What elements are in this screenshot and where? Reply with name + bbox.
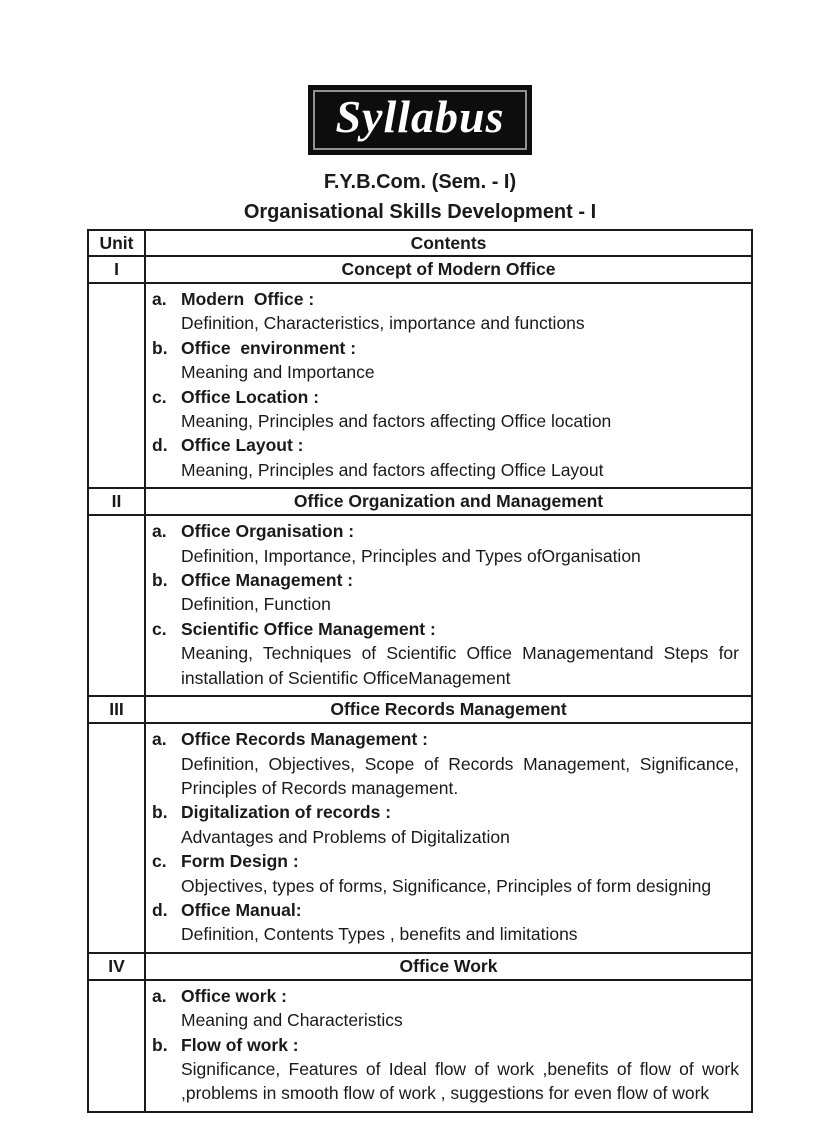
unit-title: Concept of Modern Office (145, 256, 752, 283)
topic-description: Meaning and Characteristics (181, 1010, 403, 1031)
topic-description: Advantages and Problems of Digitalization (181, 826, 510, 847)
topic-marker: c. (152, 851, 167, 872)
topic-marker: c. (152, 386, 167, 407)
unit-content-row (88, 723, 752, 953)
topic-description: Meaning and Importance (181, 362, 375, 383)
topic-heading: Office work : (181, 985, 287, 1006)
syllabus-topic-item (152, 336, 739, 385)
unit-number-empty-cell (88, 515, 145, 696)
unit-content-row (88, 980, 752, 1112)
unit-contents-cell (145, 980, 752, 1112)
subject-title: Organisational Skills Development - I (243, 201, 597, 223)
unit-title: Office Work (145, 953, 752, 980)
unit-title-row (88, 488, 752, 515)
table-header-row (88, 230, 752, 256)
topic-description: Meaning, Principles and factors affecting Office location (181, 411, 612, 432)
topic-heading: Digitalization of records : (181, 802, 392, 823)
topic-heading: Office Location : (181, 386, 320, 407)
unit-number: IV (88, 953, 145, 980)
topic-marker: d. (152, 435, 168, 456)
syllabus-topic-item (152, 898, 739, 947)
syllabus-logo-inner-frame (313, 90, 526, 150)
syllabus-topic-item (152, 984, 739, 1033)
topic-description: Definition, Characteristics, importance and functions (181, 313, 585, 334)
topic-marker: a. (152, 289, 167, 309)
unit-contents-cell (145, 515, 752, 696)
topic-marker: b. (152, 802, 168, 823)
topic-marker: d. (152, 899, 168, 920)
unit-contents-cell (145, 283, 752, 488)
syllabus-topic-item (152, 433, 739, 482)
topic-description: Definition, Function (181, 594, 331, 615)
topic-marker: c. (152, 618, 167, 639)
topic-description: Definition, Contents Types , benefits and limitations (181, 924, 578, 945)
contents-column-header: Contents (145, 230, 752, 256)
topic-marker: a. (152, 729, 167, 750)
topic-heading: Scientific Office Management : (181, 618, 436, 639)
unit-title: Office Organization and Management (145, 488, 752, 515)
unit-title-row (88, 696, 752, 723)
unit-number: I (88, 256, 145, 283)
topic-heading: Office Records Management : (181, 729, 428, 750)
unit-number-empty-cell (88, 723, 145, 953)
syllabus-topic-item (152, 287, 739, 336)
unit-number: III (88, 696, 145, 723)
topic-heading: Office Organisation : (181, 521, 355, 542)
topic-description: Objectives, types of forms, Significance, Principles of form designing (181, 875, 712, 896)
table-body (88, 256, 752, 1112)
topic-marker: a. (152, 521, 167, 542)
unit-title: Office Records Management (145, 696, 752, 723)
topic-heading: Office Management : (181, 570, 354, 591)
topic-description: Meaning, Techniques of Scientific Office Managementand Steps for installation of Scientific OfficeManagement (181, 643, 739, 688)
topic-marker: b. (152, 337, 168, 358)
syllabus-topic-item (152, 617, 739, 690)
syllabus-topic-item (152, 849, 739, 898)
syllabus-topic-item (152, 800, 739, 849)
syllabus-topic-item (152, 727, 739, 800)
syllabus-topic-item (152, 568, 739, 617)
syllabus-logo-text: Syllabus (335, 91, 505, 142)
topic-description: Definition, Importance, Principles and Types ofOrganisation (181, 545, 641, 566)
topic-heading: Form Design : (181, 851, 299, 872)
topic-marker: a. (152, 985, 167, 1006)
unit-number-empty-cell (88, 980, 145, 1112)
unit-number-empty-cell (88, 283, 145, 488)
topic-marker: b. (152, 1034, 168, 1055)
course-title: F.Y.B.Com. (Sem. - I) (323, 171, 517, 193)
unit-title-row (88, 256, 752, 283)
topic-heading: Modern Office : (181, 289, 315, 309)
unit-contents-cell (145, 723, 752, 953)
syllabus-topic-item (152, 385, 739, 434)
unit-column-header: Unit (88, 230, 145, 256)
topic-heading: Flow of work : (181, 1034, 299, 1055)
syllabus-topic-item (152, 1033, 739, 1106)
topic-heading: Office Manual: (181, 899, 302, 920)
topic-description: Definition, Objectives, Scope of Records Management, Significance, Principles of Records management. (181, 753, 739, 798)
syllabus-topic-item (152, 519, 739, 568)
topic-heading: Office Layout : (181, 435, 304, 456)
unit-number: II (88, 488, 145, 515)
unit-content-row (88, 283, 752, 488)
topic-description: Significance, Features of Ideal flow of work ,benefits of flow of work ,problems in smooth flow of work , suggestions for even flow of work (181, 1058, 739, 1104)
unit-title-row (88, 953, 752, 980)
logo-container (0, 0, 840, 155)
syllabus-logo-box (308, 85, 531, 155)
syllabus-table (87, 229, 753, 1113)
topic-heading: Office environment : (181, 337, 357, 358)
unit-content-row (88, 515, 752, 696)
topic-description: Meaning, Principles and factors affecting Office Layout (181, 459, 604, 480)
topic-marker: b. (152, 570, 168, 591)
